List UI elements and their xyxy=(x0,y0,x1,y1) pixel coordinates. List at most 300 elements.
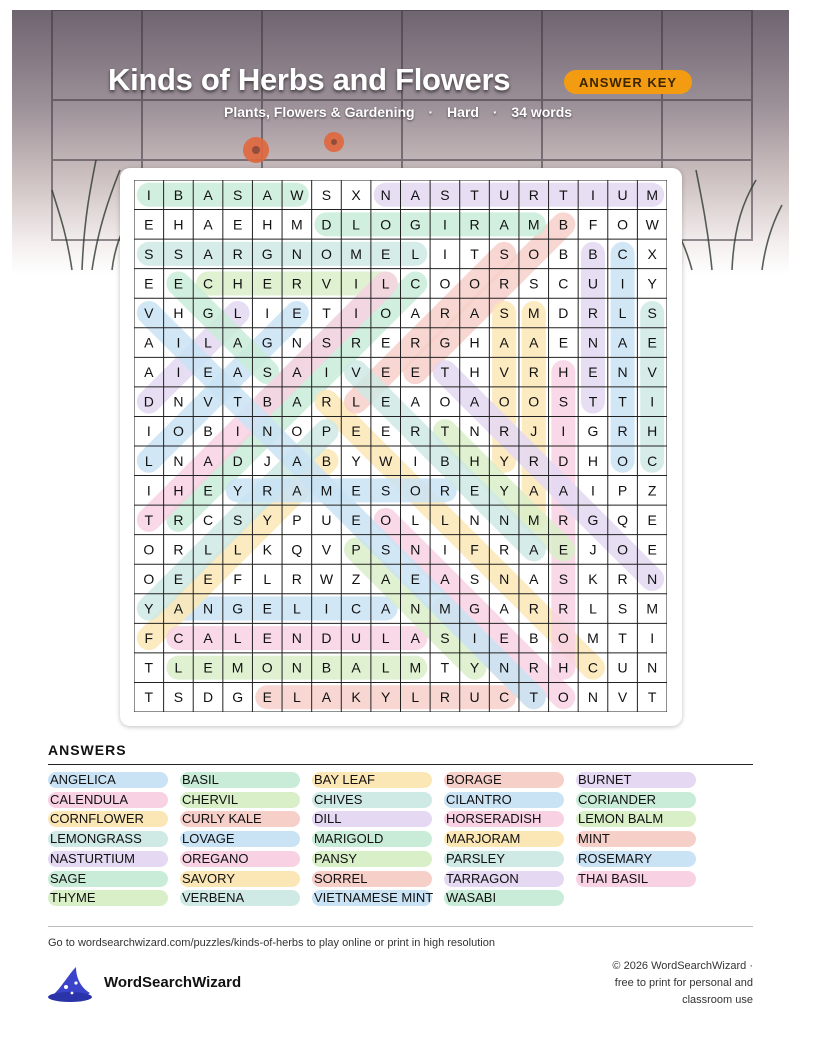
grid-letter: O xyxy=(528,245,540,262)
grid-letter: O xyxy=(409,482,421,499)
grid-letter: H xyxy=(262,216,273,233)
grid-letter: L xyxy=(292,600,301,617)
grid-letter: R xyxy=(232,245,243,262)
grid-letter: I xyxy=(472,630,477,647)
grid-letter: B xyxy=(203,423,213,440)
grid-letter: V xyxy=(499,364,509,381)
grid-letter: E xyxy=(381,245,391,262)
answer-word: VERBENA xyxy=(180,890,300,906)
grid-letter: J xyxy=(530,423,538,440)
grid-letter: L xyxy=(204,334,212,351)
grid-letter: Y xyxy=(262,511,272,528)
grid-letter: T xyxy=(144,511,154,528)
answer-word: HORSERADISH xyxy=(444,811,564,827)
grid-letter: P xyxy=(617,482,628,499)
answer-word: THYME xyxy=(48,890,168,906)
grid-letter: M xyxy=(320,482,333,499)
grid-letter: I xyxy=(235,423,240,440)
grid-letter: H xyxy=(173,482,184,499)
grid-letter: C xyxy=(647,452,658,469)
grid-letter: N xyxy=(380,186,391,203)
grid-letter: O xyxy=(172,423,184,440)
grid-letter: A xyxy=(499,334,509,351)
grid-letter: N xyxy=(291,630,302,647)
grid-letter: I xyxy=(442,216,447,233)
grid-letter: N xyxy=(291,334,302,351)
puzzle-title: Kinds of Herbs and Flowers xyxy=(108,62,511,97)
grid-letter: K xyxy=(262,541,272,558)
grid-letter: E xyxy=(173,275,184,292)
grid-letter: A xyxy=(469,305,480,321)
grid-letter: N xyxy=(499,571,510,587)
copyright-line: free to print for personal and xyxy=(614,977,753,989)
grid-letter: I xyxy=(442,541,447,558)
grid-letter: L xyxy=(381,275,390,292)
answer-word: CURLY KALE xyxy=(180,811,300,827)
grid-letter: L xyxy=(233,541,242,558)
grid-letter: E xyxy=(203,364,213,381)
grid-letter: M xyxy=(527,216,540,233)
answer-word: SAGE xyxy=(48,871,168,887)
grid-letter: Y xyxy=(499,482,509,499)
grid-canvas xyxy=(134,180,667,712)
grid-letter: E xyxy=(173,571,184,587)
grid-letter: S xyxy=(232,511,243,528)
grid-letter: Y xyxy=(232,482,243,499)
grid-letter: Y xyxy=(381,689,391,706)
grid-letter: U xyxy=(469,689,480,706)
grid-letter: B xyxy=(558,245,569,262)
grid-letter: G xyxy=(261,334,273,351)
grid-letter: R xyxy=(558,600,569,617)
answer-word: BORAGE xyxy=(444,772,564,788)
answer-word: ROSEMARY xyxy=(576,851,696,867)
grid-letter: R xyxy=(262,482,273,499)
grid-letter: R xyxy=(528,600,539,617)
grid-letter: U xyxy=(321,511,332,528)
grid-letter: K xyxy=(351,689,361,706)
grid-letter: A xyxy=(203,216,213,233)
grid-letter: I xyxy=(354,305,359,321)
grid-letter: Q xyxy=(291,541,303,558)
grid-letter: C xyxy=(410,275,421,292)
copyright-line: classroom use xyxy=(682,994,753,1006)
grid-letter: R xyxy=(528,659,539,676)
grid-letter: P xyxy=(321,423,332,440)
grid-letter: C xyxy=(499,689,510,706)
grid-letter: S xyxy=(440,630,450,647)
answer-word: LEMON BALM xyxy=(576,811,696,827)
grid-letter: M xyxy=(409,659,422,676)
grid-letter: Y xyxy=(351,452,361,469)
answer-word: WASABI xyxy=(444,890,564,906)
grid-letter: S xyxy=(321,334,332,351)
grid-letter: N xyxy=(499,511,510,528)
grid-letter: A xyxy=(292,393,302,410)
grid-letter: O xyxy=(439,393,451,410)
wizard-hat-logo-icon xyxy=(46,963,94,1003)
grid-letter: R xyxy=(528,364,539,381)
grid-letter: O xyxy=(143,541,155,558)
grid-letter: L xyxy=(144,452,153,469)
answer-word: MARIGOLD xyxy=(312,831,432,847)
grid-letter: E xyxy=(381,423,391,440)
grid-letter: E xyxy=(558,541,569,558)
grid-letter: T xyxy=(647,689,657,706)
grid-letter: S xyxy=(262,364,272,381)
grid-letter: A xyxy=(203,452,213,469)
category-label: Plants, Flowers & Gardening xyxy=(224,104,415,120)
grid-letter: R xyxy=(528,186,539,203)
grid-letter: R xyxy=(587,305,599,321)
grid-letter: A xyxy=(203,245,213,262)
answer-word: TARRAGON xyxy=(444,871,564,887)
grid-letter: R xyxy=(499,541,510,558)
meta-separator: · xyxy=(428,104,434,120)
grid-letter: N xyxy=(173,452,184,469)
grid-letter: L xyxy=(381,630,390,647)
grid-letter: B xyxy=(173,186,184,203)
answer-word: CHERVIL xyxy=(180,792,300,808)
grid-letter: K xyxy=(588,571,598,587)
grid-letter: L xyxy=(352,393,360,410)
grid-letter: N xyxy=(617,364,628,381)
grid-letter: T xyxy=(588,393,598,410)
grid-letter: R xyxy=(439,689,450,706)
footer-url-text: Go to wordsearchwizard.com/puzzles/kinds-of-herbs to play online or print in high resolution xyxy=(48,937,495,949)
grid-letter: P xyxy=(292,511,302,528)
grid-letter: G xyxy=(409,216,421,233)
grid-letter: R xyxy=(291,571,302,587)
answer-word: CORIANDER xyxy=(576,792,696,808)
grid-letter: M xyxy=(646,600,659,617)
grid-letter: A xyxy=(292,482,302,499)
grid-letter: L xyxy=(411,245,420,262)
grid-letter: T xyxy=(440,659,450,676)
grid-letter: V xyxy=(321,541,332,558)
grid-letter: I xyxy=(176,364,181,381)
grid-letter: S xyxy=(617,600,628,617)
grid-letter: D xyxy=(558,452,569,469)
grid-letter: L xyxy=(411,689,420,706)
grid-letter: V xyxy=(144,305,154,321)
grid-letter: L xyxy=(441,511,449,528)
grid-letter: W xyxy=(645,216,659,233)
grid-letter: I xyxy=(591,186,595,203)
grid-letter: R xyxy=(499,423,510,440)
grid-letter: C xyxy=(202,511,214,528)
grid-letter: O xyxy=(380,305,392,321)
grid-letter: F xyxy=(233,571,242,587)
grid-letter: X xyxy=(647,245,657,262)
grid-letter: A xyxy=(262,186,272,203)
grid-letter: T xyxy=(144,659,154,676)
grid-letter: E xyxy=(647,334,657,351)
grid-letter: Z xyxy=(351,571,361,587)
grid-letter: A xyxy=(351,659,361,676)
grid-letter: A xyxy=(410,393,420,410)
grid-letter: R xyxy=(291,275,302,292)
grid-letter: R xyxy=(617,423,628,440)
grid-letter: R xyxy=(439,482,450,499)
grid-letter: L xyxy=(411,511,420,528)
grid-letter: V xyxy=(321,275,332,292)
grid-letter: W xyxy=(290,186,304,203)
grid-letter: I xyxy=(176,334,181,351)
grid-letter: S xyxy=(381,541,391,558)
grid-letter: I xyxy=(146,482,151,499)
grid-letter: A xyxy=(617,334,628,351)
grid-letter: E xyxy=(351,511,361,528)
grid-letter: O xyxy=(291,423,303,440)
grid-letter: A xyxy=(321,689,332,706)
grid-letter: C xyxy=(202,275,214,292)
answer-word: CILANTRO xyxy=(444,792,564,808)
grid-letter: I xyxy=(650,393,655,410)
grid-letter: I xyxy=(354,275,359,292)
grid-letter: M xyxy=(350,245,362,262)
grid-letter: L xyxy=(381,659,390,676)
grid-letter: I xyxy=(650,630,655,647)
answer-key-badge: ANSWER KEY xyxy=(564,70,692,94)
grid-letter: I xyxy=(442,245,447,262)
grid-letter: O xyxy=(439,275,451,292)
grid-letter: I xyxy=(146,423,151,440)
answer-word: MINT xyxy=(576,831,696,847)
grid-letter: H xyxy=(173,216,184,233)
copyright-line: © 2026 WordSearchWizard · xyxy=(612,960,753,972)
grid-letter: T xyxy=(440,364,450,381)
grid-letter: U xyxy=(351,630,362,647)
grid-letter: H xyxy=(173,305,184,321)
grid-letter: N xyxy=(291,245,302,262)
word-search-grid xyxy=(134,180,667,712)
grid-letter: U xyxy=(499,186,510,203)
grid-letter: V xyxy=(351,364,361,381)
grid-letter: N xyxy=(499,659,510,676)
grid-letter: E xyxy=(499,630,509,647)
grid-letter: E xyxy=(144,275,154,292)
grid-letter: E xyxy=(647,511,657,528)
grid-letter: A xyxy=(292,364,302,381)
grid-letter: H xyxy=(558,659,569,676)
grid-letter: R xyxy=(469,216,480,233)
grid-letter: T xyxy=(470,245,479,262)
grid-letter: E xyxy=(351,482,361,499)
grid-letter: V xyxy=(203,393,213,410)
grid-letter: A xyxy=(529,541,539,558)
grid-letter: T xyxy=(618,393,627,410)
grid-letter: N xyxy=(647,571,658,587)
grid-letter: R xyxy=(528,452,539,469)
grid-letter: B xyxy=(321,452,332,469)
grid-letter: R xyxy=(173,511,184,528)
grid-letter: S xyxy=(529,275,539,292)
grid-letter: G xyxy=(202,305,214,321)
grid-letter: F xyxy=(470,541,479,558)
grid-letter: E xyxy=(262,630,272,647)
grid-letter: J xyxy=(263,452,271,469)
answers-heading: ANSWERS xyxy=(48,742,127,758)
grid-letter: D xyxy=(202,689,214,706)
grid-letter: R xyxy=(351,334,362,351)
answer-word: CHIVES xyxy=(312,792,432,808)
brand-name: WordSearchWizard xyxy=(104,974,242,991)
grid-letter: O xyxy=(143,571,155,587)
grid-letter: M xyxy=(587,630,599,647)
grid-letter: C xyxy=(173,630,184,647)
grid-letter: U xyxy=(617,659,628,676)
grid-letter: A xyxy=(529,571,539,587)
grid-letter: I xyxy=(561,423,566,440)
grid-letter: T xyxy=(559,186,568,203)
grid-letter: A xyxy=(292,452,302,469)
grid-letter: S xyxy=(321,186,332,203)
grid-letter: S xyxy=(144,245,154,262)
grid-letter: E xyxy=(203,571,213,587)
grid-letter: M xyxy=(646,186,659,203)
grid-letter: M xyxy=(527,511,540,528)
grid-letter: O xyxy=(617,541,629,558)
grid-letter: B xyxy=(440,452,450,469)
answer-word: BURNET xyxy=(576,772,696,788)
grid-letter: H xyxy=(469,452,480,469)
grid-letter: D xyxy=(558,305,569,321)
grid-letter: N xyxy=(262,423,273,440)
grid-letter: I xyxy=(324,600,329,617)
grid-letter: I xyxy=(146,186,151,203)
grid-letter: O xyxy=(617,216,629,233)
grid-letter: S xyxy=(558,393,569,410)
grid-letter: O xyxy=(261,659,273,676)
answer-word: DILL xyxy=(312,811,432,827)
grid-letter: B xyxy=(321,659,332,676)
grid-letter: O xyxy=(617,452,629,469)
grid-letter: Q xyxy=(617,511,629,528)
grid-letter: A xyxy=(173,600,184,617)
grid-letter: T xyxy=(144,689,154,706)
answer-word: MARJORAM xyxy=(444,831,564,847)
grid-letter: E xyxy=(381,364,391,381)
grid-letter: H xyxy=(469,364,480,381)
grid-letter: M xyxy=(439,600,451,617)
grid-letter: O xyxy=(528,393,540,410)
grid-letter: N xyxy=(410,600,421,617)
grid-letter: T xyxy=(529,689,539,706)
grid-letter: E xyxy=(203,659,213,676)
grid-letter: E xyxy=(262,689,272,706)
grid-letter: A xyxy=(529,334,539,351)
answer-word: SORREL xyxy=(312,871,432,887)
grid-letter: E xyxy=(232,216,243,233)
grid-letter: N xyxy=(202,600,214,617)
grid-letter: B xyxy=(558,216,569,233)
grid-letter: E xyxy=(410,571,420,587)
copyright-notice xyxy=(553,958,753,1009)
grid-letter: F xyxy=(144,630,154,647)
grid-letter: A xyxy=(558,482,569,499)
grid-letter: R xyxy=(617,571,628,587)
puzzle-meta xyxy=(224,104,582,120)
grid-letter: S xyxy=(499,305,509,321)
grid-letter: G xyxy=(232,689,244,706)
grid-letter: A xyxy=(410,630,420,647)
grid-letter: T xyxy=(470,186,479,203)
grid-letter: R xyxy=(439,305,450,321)
grid-letter: A xyxy=(381,571,391,587)
grid-letter: E xyxy=(262,275,272,292)
grid-letter: O xyxy=(469,275,480,292)
grid-letter: L xyxy=(292,689,301,706)
grid-letter: E xyxy=(647,541,657,558)
grid-letter: A xyxy=(529,482,539,499)
grid-letter: N xyxy=(647,659,658,676)
grid-letter: T xyxy=(233,393,242,410)
word-count-label: 34 words xyxy=(511,104,573,120)
grid-letter: B xyxy=(262,393,272,410)
grid-letter: G xyxy=(439,334,451,351)
grid-letter: S xyxy=(647,305,657,321)
grid-letter: G xyxy=(587,423,599,440)
grid-letter: E xyxy=(381,334,391,351)
grid-letter: B xyxy=(529,630,539,647)
grid-letter: I xyxy=(413,452,418,469)
grid-letter: A xyxy=(499,600,509,617)
grid-letter: G xyxy=(587,511,599,528)
grid-letter: A xyxy=(203,186,213,203)
grid-letter: Y xyxy=(144,600,154,617)
grid-letter: G xyxy=(261,245,273,262)
answer-word: PARSLEY xyxy=(444,851,564,867)
grid-letter: S xyxy=(173,689,184,706)
grid-letter: T xyxy=(440,423,450,440)
answer-word: ANGELICA xyxy=(48,772,168,788)
grid-letter: E xyxy=(588,364,598,381)
grid-letter: Y xyxy=(469,659,480,676)
grid-letter: E xyxy=(351,423,361,440)
grid-letter: H xyxy=(587,452,599,469)
grid-letter: E xyxy=(203,482,213,499)
answer-word: BAY LEAF xyxy=(312,772,432,788)
grid-letter: C xyxy=(617,245,628,262)
grid-letter: P xyxy=(351,541,361,558)
grid-letter: O xyxy=(380,216,392,233)
grid-letter: F xyxy=(588,216,598,233)
grid-letter: D xyxy=(321,216,332,233)
grid-letter: A xyxy=(203,630,213,647)
grid-letter: M xyxy=(291,216,303,233)
grid-letter: D xyxy=(321,630,332,647)
grid-letter: S xyxy=(499,245,509,262)
grid-letter: I xyxy=(324,364,329,381)
grid-letter: W xyxy=(319,571,334,587)
answer-word: BASIL xyxy=(180,772,300,788)
grid-letter: N xyxy=(291,659,302,676)
grid-letter: S xyxy=(558,571,569,587)
answer-word: LOVAGE xyxy=(180,831,300,847)
grid-letter: A xyxy=(144,334,154,351)
grid-letter: L xyxy=(352,216,360,233)
grid-letter: G xyxy=(469,600,480,617)
grid-letter: C xyxy=(351,600,362,617)
grid-letter: B xyxy=(588,245,598,262)
grid-letter: N xyxy=(587,689,599,706)
grid-letter: Y xyxy=(499,452,509,469)
grid-letter: U xyxy=(617,186,628,203)
grid-letter: D xyxy=(143,393,154,410)
grid-letter: A xyxy=(381,600,391,617)
grid-letter: R xyxy=(321,393,332,410)
